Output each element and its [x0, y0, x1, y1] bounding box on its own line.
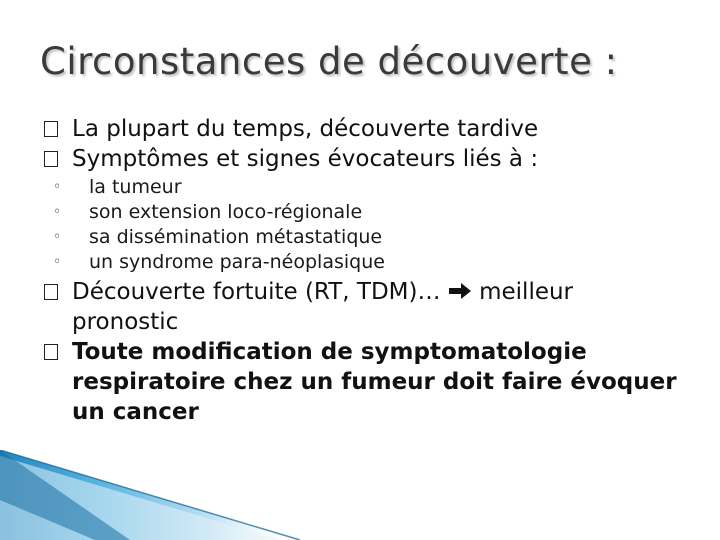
empty-square-icon: [44, 344, 58, 360]
bullet-3-text: Découverte fortuite (RT, TDM)…: [72, 279, 441, 305]
sub-bullet: [42, 250, 682, 275]
decorative-swoosh: [0, 450, 720, 540]
empty-square-icon: [44, 284, 58, 300]
sub-bullet-text: sa dissémination métastatique: [89, 226, 383, 248]
bullet-4: [42, 337, 682, 427]
empty-square-icon: [44, 121, 58, 137]
sub-bullet-text: la tumeur: [89, 176, 182, 198]
bullet-1: [42, 114, 682, 144]
sub-bullet-text: son extension loco-régionale: [89, 201, 363, 223]
bullet-2: [42, 144, 682, 174]
sub-bullet: [42, 225, 682, 250]
circle-bullet-icon: ◦: [53, 204, 62, 220]
empty-square-icon: [44, 151, 58, 167]
circle-bullet-icon: ◦: [53, 229, 62, 245]
bullet-3-rest: meilleur pronostic: [72, 279, 574, 335]
bullet-2-text: Symptômes et signes évocateurs liés à :: [72, 146, 539, 172]
slide-title: Circonstances de découverte :: [40, 40, 618, 83]
sub-bullet: [42, 175, 682, 200]
sub-bullet-text: un syndrome para-néoplasique: [89, 251, 385, 273]
sub-bullet: [42, 200, 682, 225]
bullet-4-text: Toute modification de symptomatologie respiratoire chez un fumeur doit faire évoquer un cancer: [72, 339, 677, 425]
sub-bullet-list: [42, 175, 682, 275]
bullet-1-text: La plupart du temps, découverte tardive: [72, 116, 539, 142]
circle-bullet-icon: ◦: [53, 179, 62, 195]
slide-content: [42, 114, 682, 427]
circle-bullet-icon: ◦: [53, 254, 62, 270]
bullet-3: [42, 277, 682, 337]
right-arrow-icon: [448, 282, 472, 300]
